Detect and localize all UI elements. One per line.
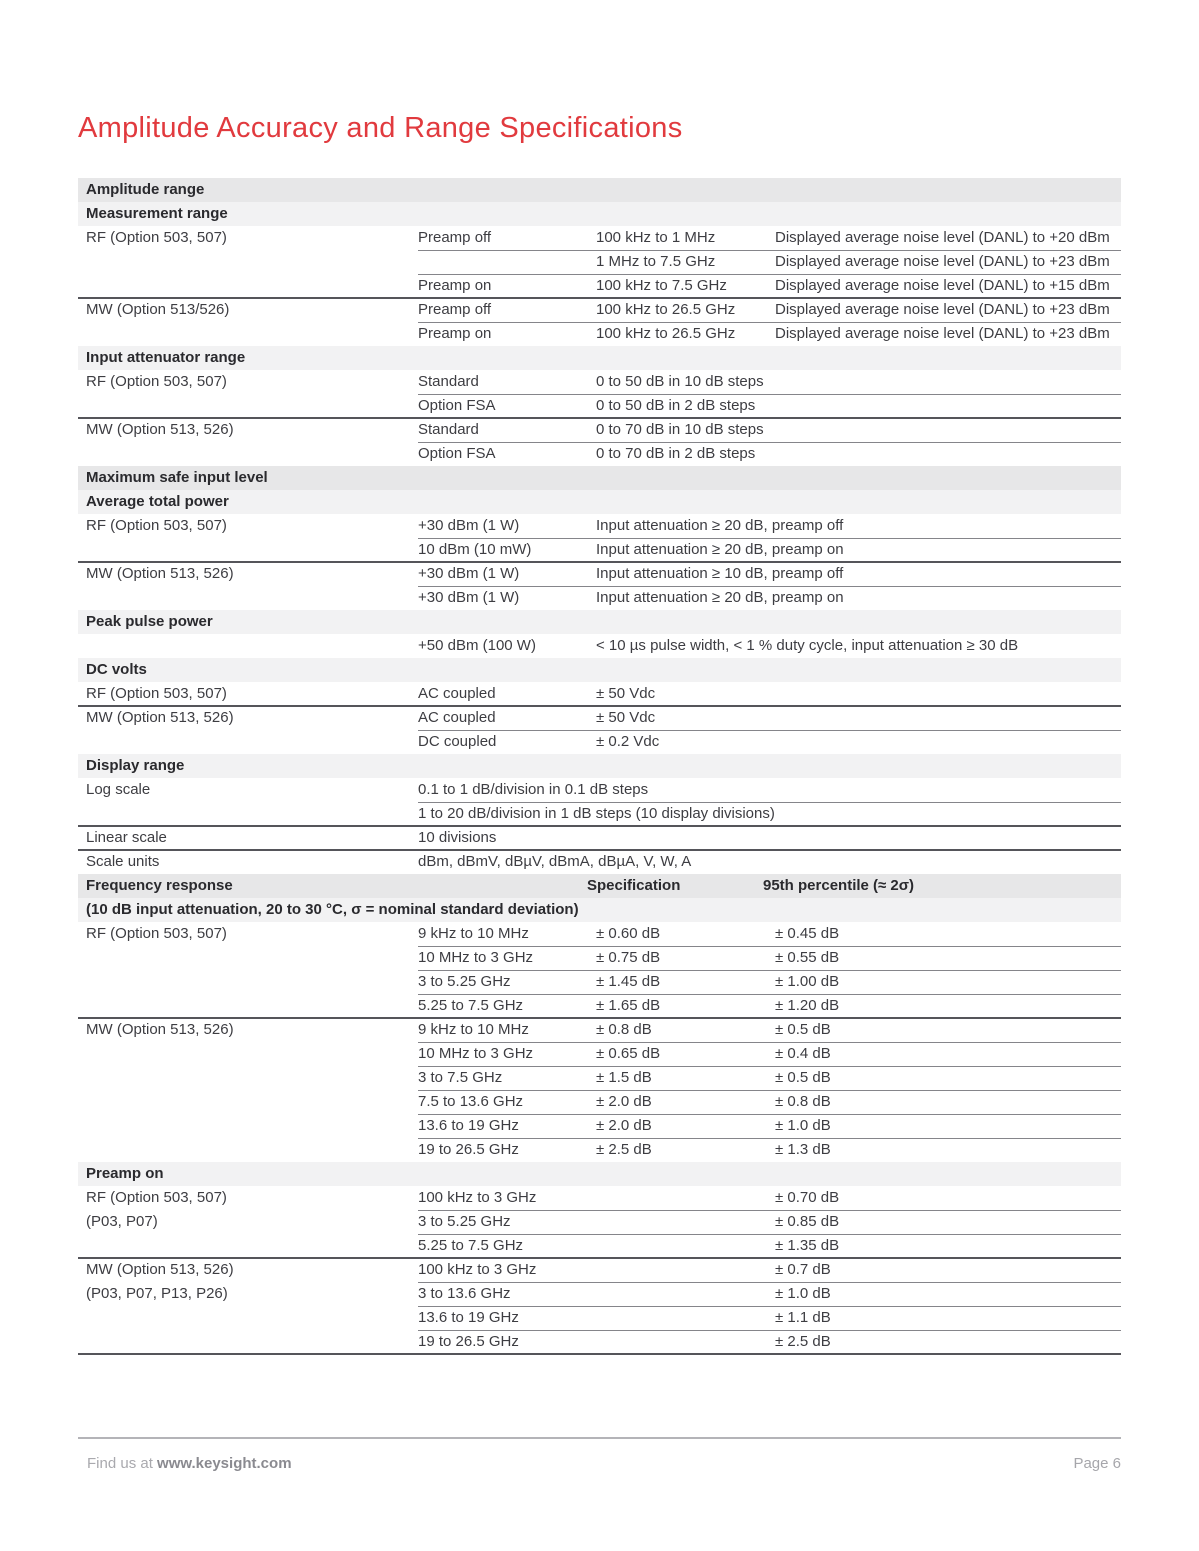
section-label: Maximum safe input level xyxy=(86,469,268,486)
cell-c3: Input attenuation ≥ 20 dB, preamp on xyxy=(596,589,844,606)
cell-c1: (P03, P07, P13, P26) xyxy=(86,1285,228,1302)
table-row xyxy=(78,322,1121,346)
footer-find-us-label: Find us at xyxy=(87,1455,153,1472)
section-label: Display range xyxy=(86,757,185,774)
cell-c2: 1 to 20 dB/division in 1 dB steps (10 display divisions) xyxy=(418,805,775,822)
cell-c2: DC coupled xyxy=(418,733,497,750)
cell-c2: dBm, dBmV, dBµV, dBmA, dBµA, V, W, A xyxy=(418,853,692,870)
table-row xyxy=(78,946,1121,970)
section-label: DC volts xyxy=(86,661,147,678)
table-row xyxy=(78,778,1121,802)
cell-c4: ± 0.5 dB xyxy=(775,1021,831,1038)
cell-c4: ± 0.70 dB xyxy=(775,1189,840,1206)
cell-c4: ± 1.1 dB xyxy=(775,1309,831,1326)
cell-c3: Input attenuation ≥ 20 dB, preamp off xyxy=(596,517,844,534)
cell-c2: Option FSA xyxy=(418,397,496,414)
section-header xyxy=(78,178,1121,202)
page-title: Amplitude Accuracy and Range Specifications xyxy=(78,112,683,144)
footer-url-link[interactable]: www.keysight.com xyxy=(157,1455,292,1472)
table-row xyxy=(78,1018,1121,1042)
cell-c3: ± 0.60 dB xyxy=(596,925,661,942)
cell-c2: 10 MHz to 3 GHz xyxy=(418,1045,534,1062)
cell-c3: Input attenuation ≥ 20 dB, preamp on xyxy=(596,541,844,558)
cell-c2: Option FSA xyxy=(418,445,496,462)
table-row xyxy=(78,1306,1121,1330)
table-row xyxy=(78,730,1121,754)
cell-c1: RF (Option 503, 507) xyxy=(86,373,227,390)
cell-c2: 9 kHz to 10 MHz xyxy=(418,925,529,942)
table-row xyxy=(78,850,1121,874)
table-row xyxy=(78,1258,1121,1282)
table-row xyxy=(78,1042,1121,1066)
cell-c4: ± 0.5 dB xyxy=(775,1069,831,1086)
cell-c4: ± 0.8 dB xyxy=(775,1093,831,1110)
table-row xyxy=(78,634,1121,658)
table-row xyxy=(78,586,1121,610)
cell-c1: Linear scale xyxy=(86,829,167,846)
table-row xyxy=(78,706,1121,730)
table-row xyxy=(78,226,1121,250)
cell-c4: Displayed average noise level (DANL) to +23 dBm xyxy=(775,325,1110,342)
cell-c1: RF (Option 503, 507) xyxy=(86,685,227,702)
section-header xyxy=(78,610,1121,634)
cell-c4: Displayed average noise level (DANL) to +20 dBm xyxy=(775,229,1110,246)
spec-table xyxy=(78,178,1121,1354)
cell-c3: ± 50 Vdc xyxy=(596,709,656,726)
cell-c2: 5.25 to 7.5 GHz xyxy=(418,1237,524,1254)
section-label: Frequency response xyxy=(86,877,233,894)
table-row xyxy=(78,562,1121,586)
cell-c4: Displayed average noise level (DANL) to +23 dBm xyxy=(775,253,1110,270)
table-row xyxy=(78,1138,1121,1162)
table-row xyxy=(78,1090,1121,1114)
cell-c2: Standard xyxy=(418,421,479,438)
table-row xyxy=(78,1234,1121,1258)
cell-c4: ± 1.0 dB xyxy=(775,1117,831,1134)
cell-c3: Input attenuation ≥ 10 dB, preamp off xyxy=(596,565,844,582)
section-header xyxy=(78,466,1121,490)
table-row xyxy=(78,1066,1121,1090)
column-header-specification: Specification xyxy=(587,877,681,894)
table-row xyxy=(78,418,1121,442)
column-header-95th-percentile: 95th percentile (≈ 2σ) xyxy=(763,877,915,894)
cell-c1: MW (Option 513/526) xyxy=(86,301,230,318)
cell-c4: ± 1.00 dB xyxy=(775,973,840,990)
cell-c1: RF (Option 503, 507) xyxy=(86,925,227,942)
table-row xyxy=(78,250,1121,274)
cell-c3: ± 0.65 dB xyxy=(596,1045,661,1062)
cell-c2: +30 dBm (1 W) xyxy=(418,589,520,606)
cell-c4: Displayed average noise level (DANL) to +15 dBm xyxy=(775,277,1110,294)
section-label: (10 dB input attenuation, 20 to 30 °C, σ = nominal standard deviation) xyxy=(86,901,579,918)
table-row xyxy=(78,826,1121,850)
cell-c4: ± 0.4 dB xyxy=(775,1045,831,1062)
cell-c1: MW (Option 513, 526) xyxy=(86,1261,234,1278)
cell-c3: ± 1.65 dB xyxy=(596,997,661,1014)
cell-c2: 3 to 5.25 GHz xyxy=(418,973,511,990)
cell-c4: ± 1.0 dB xyxy=(775,1285,831,1302)
cell-c2: 3 to 7.5 GHz xyxy=(418,1069,503,1086)
cell-c1: (P03, P07) xyxy=(86,1213,158,1230)
section-label: Input attenuator range xyxy=(86,349,246,366)
cell-c3: 0 to 50 dB in 2 dB steps xyxy=(596,397,756,414)
cell-c4: Displayed average noise level (DANL) to +23 dBm xyxy=(775,301,1110,318)
cell-c2: 10 MHz to 3 GHz xyxy=(418,949,534,966)
section-header xyxy=(78,490,1121,514)
cell-c2: Standard xyxy=(418,373,479,390)
section-header xyxy=(78,874,1121,898)
cell-c3: 0 to 50 dB in 10 dB steps xyxy=(596,373,764,390)
cell-c2: Preamp on xyxy=(418,277,492,294)
cell-c3: < 10 µs pulse width, < 1 % duty cycle, input attenuation ≥ 30 dB xyxy=(596,637,1019,654)
cell-c3: 100 kHz to 26.5 GHz xyxy=(596,301,736,318)
cell-c4: ± 1.3 dB xyxy=(775,1141,831,1158)
cell-c1: Scale units xyxy=(86,853,160,870)
cell-c3: ± 2.5 dB xyxy=(596,1141,652,1158)
section-header xyxy=(78,898,1121,922)
cell-c3: ± 0.8 dB xyxy=(596,1021,652,1038)
section-header xyxy=(78,754,1121,778)
cell-c2: Preamp off xyxy=(418,301,492,318)
table-row xyxy=(78,1186,1121,1210)
cell-c3: ± 50 Vdc xyxy=(596,685,656,702)
section-label: Peak pulse power xyxy=(86,613,213,630)
cell-c2: AC coupled xyxy=(418,709,496,726)
cell-c4: ± 0.45 dB xyxy=(775,925,840,942)
cell-c3: 100 kHz to 7.5 GHz xyxy=(596,277,727,294)
cell-c3: ± 1.45 dB xyxy=(596,973,661,990)
table-row xyxy=(78,994,1121,1018)
cell-c2: 100 kHz to 3 GHz xyxy=(418,1189,537,1206)
cell-c2: 10 dBm (10 mW) xyxy=(418,541,532,558)
section-label: Preamp on xyxy=(86,1165,164,1182)
cell-c3: 0 to 70 dB in 2 dB steps xyxy=(596,445,756,462)
cell-c4: ± 0.85 dB xyxy=(775,1213,840,1230)
cell-c3: ± 2.0 dB xyxy=(596,1117,652,1134)
section-label: Measurement range xyxy=(86,205,228,222)
cell-c3: 1 MHz to 7.5 GHz xyxy=(596,253,716,270)
cell-c2: 100 kHz to 3 GHz xyxy=(418,1261,537,1278)
cell-c1: Log scale xyxy=(86,781,151,798)
cell-c2: AC coupled xyxy=(418,685,496,702)
table-row xyxy=(78,538,1121,562)
cell-c1: MW (Option 513, 526) xyxy=(86,1021,234,1038)
cell-c3: ± 0.75 dB xyxy=(596,949,661,966)
footer-page-number: Page 6 xyxy=(1073,1455,1121,1472)
table-row xyxy=(78,1282,1121,1306)
cell-c1: RF (Option 503, 507) xyxy=(86,229,227,246)
cell-c2: 7.5 to 13.6 GHz xyxy=(418,1093,524,1110)
section-header xyxy=(78,346,1121,370)
cell-c2: Preamp on xyxy=(418,325,492,342)
cell-c2: 19 to 26.5 GHz xyxy=(418,1141,519,1158)
table-row xyxy=(78,370,1121,394)
cell-c2: 13.6 to 19 GHz xyxy=(418,1117,519,1134)
cell-c2: +30 dBm (1 W) xyxy=(418,517,520,534)
cell-c4: ± 0.55 dB xyxy=(775,949,840,966)
table-row xyxy=(78,922,1121,946)
cell-c1: MW (Option 513, 526) xyxy=(86,709,234,726)
cell-c2: 10 divisions xyxy=(418,829,497,846)
cell-c4: ± 1.20 dB xyxy=(775,997,840,1014)
section-label: Amplitude range xyxy=(86,181,205,198)
cell-c3: 0 to 70 dB in 10 dB steps xyxy=(596,421,764,438)
cell-c1: MW (Option 513, 526) xyxy=(86,421,234,438)
table-row xyxy=(78,802,1121,826)
cell-c2: +30 dBm (1 W) xyxy=(418,565,520,582)
cell-c3: ± 0.2 Vdc xyxy=(596,733,660,750)
section-header xyxy=(78,1162,1121,1186)
section-label: Average total power xyxy=(86,493,229,510)
cell-c3: ± 2.0 dB xyxy=(596,1093,652,1110)
footer-find-us xyxy=(87,1455,292,1472)
cell-c2: 19 to 26.5 GHz xyxy=(418,1333,519,1350)
cell-c2: 3 to 5.25 GHz xyxy=(418,1213,511,1230)
table-row xyxy=(78,514,1121,538)
cell-c2: Preamp off xyxy=(418,229,492,246)
cell-c4: ± 0.7 dB xyxy=(775,1261,831,1278)
cell-c3: 100 kHz to 1 MHz xyxy=(596,229,716,246)
table-row xyxy=(78,394,1121,418)
table-row xyxy=(78,682,1121,706)
table-row xyxy=(78,442,1121,466)
cell-c2: +50 dBm (100 W) xyxy=(418,637,536,654)
section-header xyxy=(78,658,1121,682)
cell-c1: RF (Option 503, 507) xyxy=(86,1189,227,1206)
cell-c1: MW (Option 513, 526) xyxy=(86,565,234,582)
table-row xyxy=(78,1114,1121,1138)
table-row xyxy=(78,1210,1121,1234)
cell-c4: ± 1.35 dB xyxy=(775,1237,840,1254)
cell-c2: 13.6 to 19 GHz xyxy=(418,1309,519,1326)
cell-c2: 9 kHz to 10 MHz xyxy=(418,1021,529,1038)
cell-c4: ± 2.5 dB xyxy=(775,1333,831,1350)
footer-divider xyxy=(78,1437,1121,1439)
cell-c2: 5.25 to 7.5 GHz xyxy=(418,997,524,1014)
cell-c2: 3 to 13.6 GHz xyxy=(418,1285,511,1302)
cell-c3: 100 kHz to 26.5 GHz xyxy=(596,325,736,342)
cell-c1: RF (Option 503, 507) xyxy=(86,517,227,534)
table-row xyxy=(78,1330,1121,1354)
table-row xyxy=(78,274,1121,298)
cell-c2: 0.1 to 1 dB/division in 0.1 dB steps xyxy=(418,781,649,798)
table-row xyxy=(78,970,1121,994)
table-row xyxy=(78,298,1121,322)
cell-c3: ± 1.5 dB xyxy=(596,1069,652,1086)
section-header xyxy=(78,202,1121,226)
